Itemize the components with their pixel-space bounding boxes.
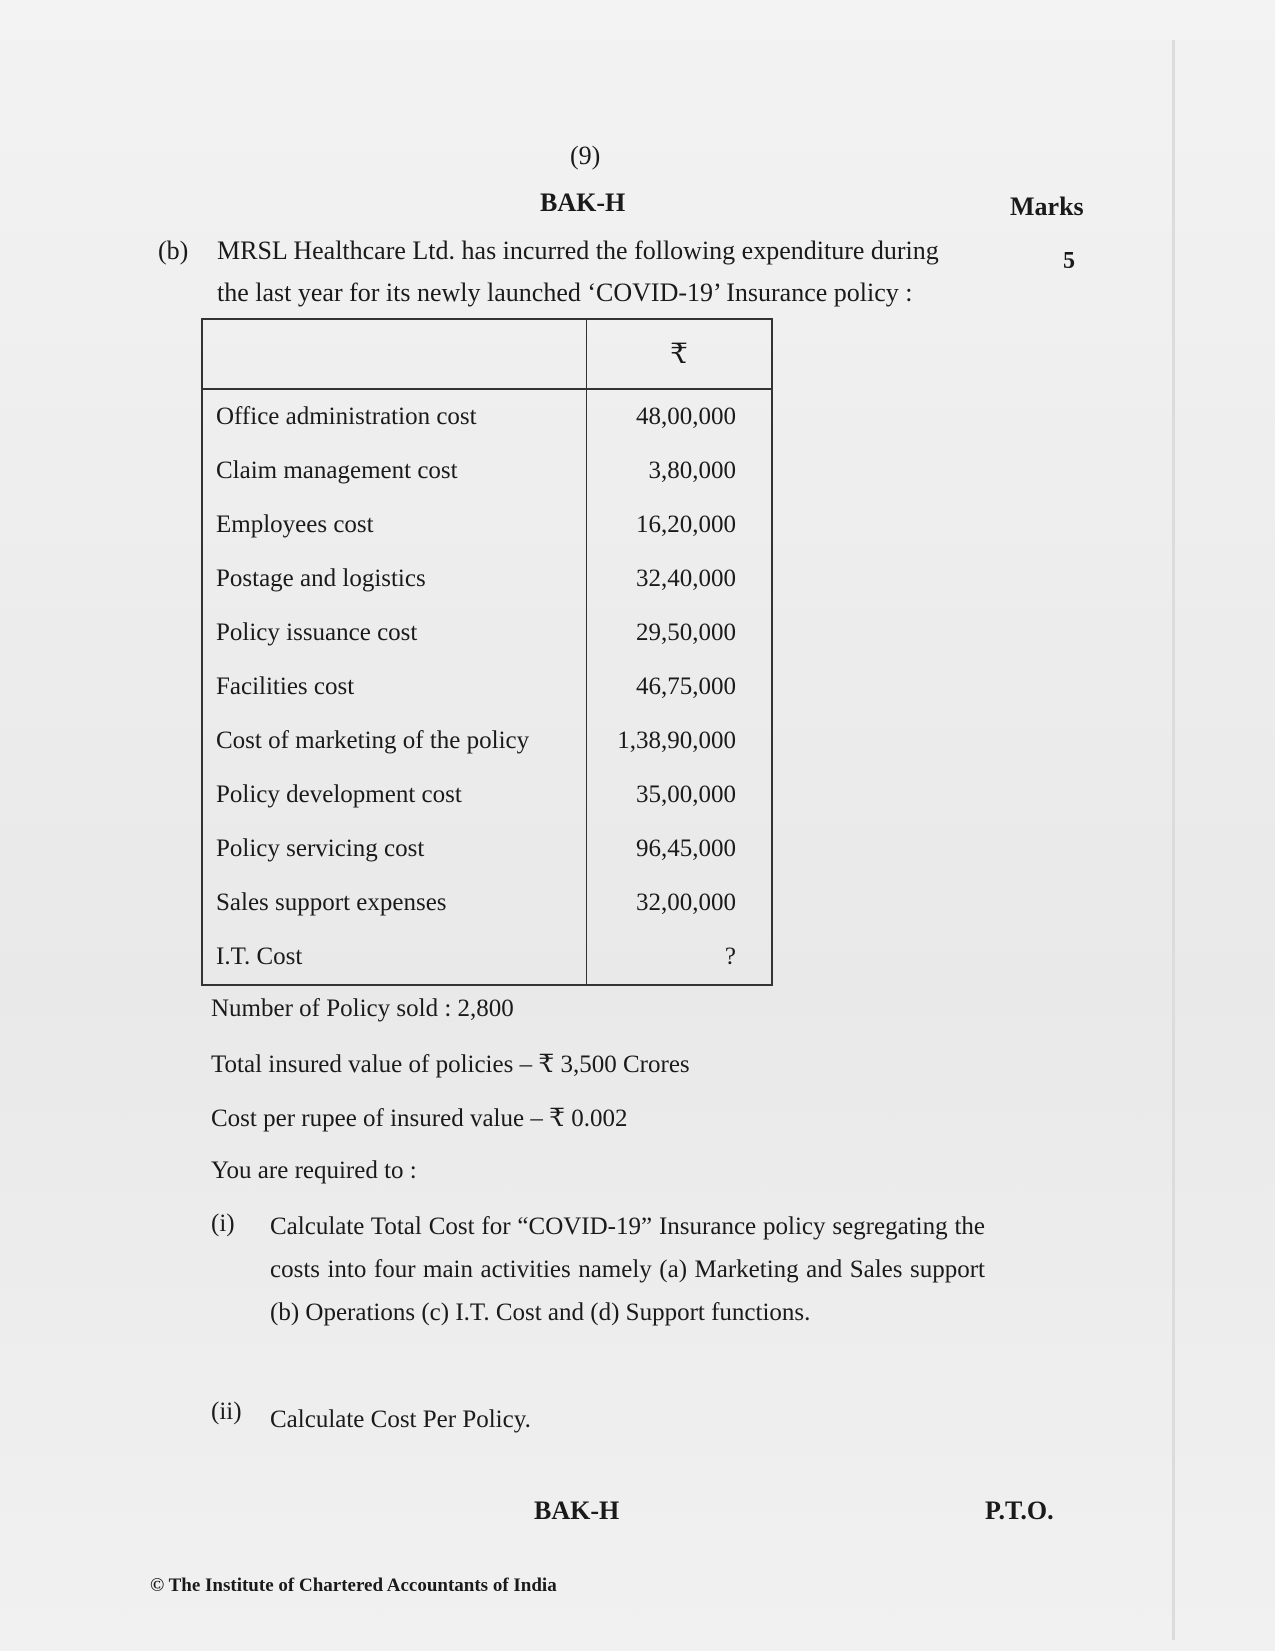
table-row xyxy=(202,768,772,822)
cost-amount: 3,80,000 xyxy=(587,444,773,498)
question-label: (b) xyxy=(158,236,189,265)
cost-item: Policy issuance cost xyxy=(202,606,587,660)
cost-item: I.T. Cost xyxy=(202,930,587,985)
required-heading: You are required to : xyxy=(211,1157,417,1184)
cost-item: Postage and logistics xyxy=(202,552,587,606)
marks-heading: Marks xyxy=(1010,192,1084,221)
pto-label: P.T.O. xyxy=(985,1496,1054,1525)
cost-item: Policy servicing cost xyxy=(202,822,587,876)
cost-item: Policy development cost xyxy=(202,768,587,822)
question-intro-line2: the last year for its newly launched ‘COVID-19’ Insurance policy : xyxy=(217,278,913,307)
sheet-edge xyxy=(1172,40,1175,1640)
total-insured-value: Total insured value of policies – ₹ 3,500 Crores xyxy=(211,1051,690,1078)
policies-sold: Number of Policy sold : 2,800 xyxy=(211,995,514,1022)
paper-code-header: BAK-H xyxy=(540,188,626,217)
subpart-number: (ii) xyxy=(211,1398,242,1425)
cost-item: Claim management cost xyxy=(202,444,587,498)
question-intro-line1: MRSL Healthcare Ltd. has incurred the following expenditure during xyxy=(217,236,939,265)
cost-amount: 35,00,000 xyxy=(587,768,773,822)
cost-amount: 32,40,000 xyxy=(587,552,773,606)
cost-amount: 1,38,90,000 xyxy=(587,714,773,768)
table-row xyxy=(202,714,772,768)
table-row xyxy=(202,606,772,660)
table-row xyxy=(202,389,772,444)
table-header-currency: ₹ xyxy=(587,319,773,389)
subpart-text: Calculate Total Cost for “COVID-19” Insurance policy segregating the costs into four main activities namely (a) Marketing and Sales support (b) Operations (c) I.T. Cost and (d) Support functions. xyxy=(270,1213,985,1326)
subpart-number: (i) xyxy=(211,1210,235,1237)
table-row xyxy=(202,822,772,876)
page-number: (9) xyxy=(570,141,601,170)
cost-item: Employees cost xyxy=(202,498,587,552)
table-header-row xyxy=(202,319,772,389)
table-row xyxy=(202,660,772,714)
copyright-notice: © The Institute of Chartered Accountants of India xyxy=(150,1575,557,1596)
table-row xyxy=(202,876,772,930)
paper-code-footer: BAK-H xyxy=(534,1496,620,1525)
cost-amount: 46,75,000 xyxy=(587,660,773,714)
cost-amount: 29,50,000 xyxy=(587,606,773,660)
subpart-text: Calculate Cost Per Policy. xyxy=(270,1406,531,1433)
cost-amount: ? xyxy=(587,930,773,985)
table-row xyxy=(202,930,772,985)
cost-amount: 16,20,000 xyxy=(587,498,773,552)
table-row xyxy=(202,498,772,552)
question-marks: 5 xyxy=(1063,248,1075,274)
expenditure-table xyxy=(201,318,773,986)
table-row xyxy=(202,552,772,606)
cost-item: Sales support expenses xyxy=(202,876,587,930)
cost-item: Office administration cost xyxy=(202,389,587,444)
cost-item: Facilities cost xyxy=(202,660,587,714)
cost-item: Cost of marketing of the policy xyxy=(202,714,587,768)
table-header-item xyxy=(202,319,587,389)
cost-per-rupee: Cost per rupee of insured value – ₹ 0.002 xyxy=(211,1105,628,1132)
cost-amount: 96,45,000 xyxy=(587,822,773,876)
cost-amount: 32,00,000 xyxy=(587,876,773,930)
table-row xyxy=(202,444,772,498)
cost-amount: 48,00,000 xyxy=(587,389,773,444)
